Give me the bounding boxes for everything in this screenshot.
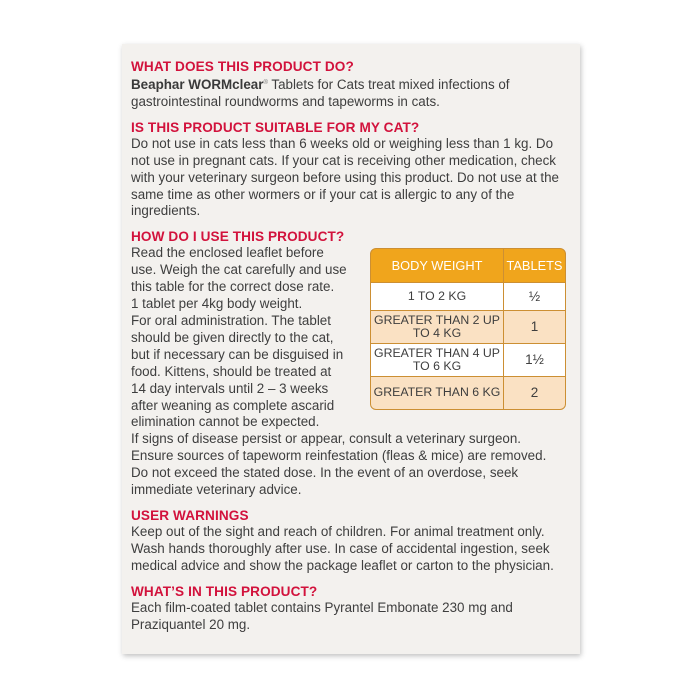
weight-cell: GREATER THAN 2 UP TO 4 KG — [371, 311, 503, 343]
instruction-line: use. Weigh the cat carefully and use — [131, 262, 347, 278]
section-contents — [131, 583, 567, 634]
section-heading: WHAT’S IN THIS PRODUCT? — [131, 583, 318, 599]
section-suitable — [131, 119, 567, 221]
section-body: Do not use in cats less than 6 weeks old or weighing less than 1 kg. Do not use in pregnant cats. If your cat is receiving other medication, check with your veterinary surgeon before using this product. Do not use at the same time as other wormers or if your cat is allergic to any of the ingredients. — [131, 135, 559, 219]
table-row — [371, 311, 565, 343]
instruction-line: food. Kittens, should be treated at — [131, 363, 332, 379]
tablets-cell: 2 — [504, 377, 565, 409]
section-heading: WHAT DOES THIS PRODUCT DO? — [131, 59, 354, 74]
weight-cell: GREATER THAN 6 KG — [371, 377, 503, 409]
tablets-cell: ½ — [504, 283, 565, 310]
table-row — [371, 283, 565, 310]
brand-name: Beaphar WORMclear — [131, 77, 264, 92]
section-body: Keep out of the sight and reach of children. For animal treatment only. Wash hands thoroughly after use. In case of accidental ingestion, seek medical advice and show the package leaflet or carton to the physician. — [131, 523, 554, 573]
table-header-cell: BODY WEIGHT — [371, 249, 503, 282]
section-heading: HOW DO I USE THIS PRODUCT? — [131, 229, 345, 245]
instruction-line: 1 tablet per 4kg body weight. — [131, 296, 303, 312]
dose-table — [370, 248, 566, 410]
instruction-line: 14 day intervals until 2 – 3 weeks — [131, 380, 329, 396]
instruction-line: should be given directly to the cat, — [131, 329, 334, 345]
table-row — [371, 344, 565, 376]
instruction-line: elimination cannot be expected. — [131, 414, 320, 430]
table-header-row — [371, 249, 565, 282]
table-row — [371, 377, 565, 409]
section-heading: IS THIS PRODUCT SUITABLE FOR MY CAT? — [131, 119, 420, 135]
instruction-line: after weaning as complete ascarid — [131, 397, 335, 413]
tablets-cell: 1 — [504, 311, 565, 343]
section-what-does — [131, 58, 567, 111]
instruction-line: this table for the correct dose rate. — [131, 279, 335, 295]
section-body: If signs of disease persist or appear, consult a veterinary surgeon. Ensure sources of tapeworm reinfestation (fleas & mice) are removed. Do not exceed the stated dose. In the event of an overdose, seek immediate veterinary advice. — [131, 431, 547, 498]
instruction-line: but if necessary can be disguised in — [131, 346, 344, 362]
usage-instructions — [131, 245, 367, 431]
instruction-line: Read the enclosed leaflet before — [131, 245, 324, 261]
section-text: Tablets for Cats treat mixed infections of gastrointestinal roundworms and tapeworms in cats. — [131, 77, 510, 109]
weight-cell: GREATER THAN 4 UP TO 6 KG — [371, 344, 503, 376]
section-warnings — [131, 507, 567, 575]
section-body: Each film-coated tablet contains Pyrantel Embonate 230 mg and Praziquantel 20 mg. — [131, 599, 513, 632]
instruction-line: For oral administration. The tablet — [131, 312, 331, 328]
weight-cell: 1 TO 2 KG — [371, 283, 503, 310]
section-heading: USER WARNINGS — [131, 507, 249, 523]
tablets-cell: 1½ — [504, 344, 565, 376]
registered-mark: ® — [263, 80, 268, 86]
table-header-cell: TABLETS — [504, 249, 565, 282]
section-body — [131, 75, 567, 111]
